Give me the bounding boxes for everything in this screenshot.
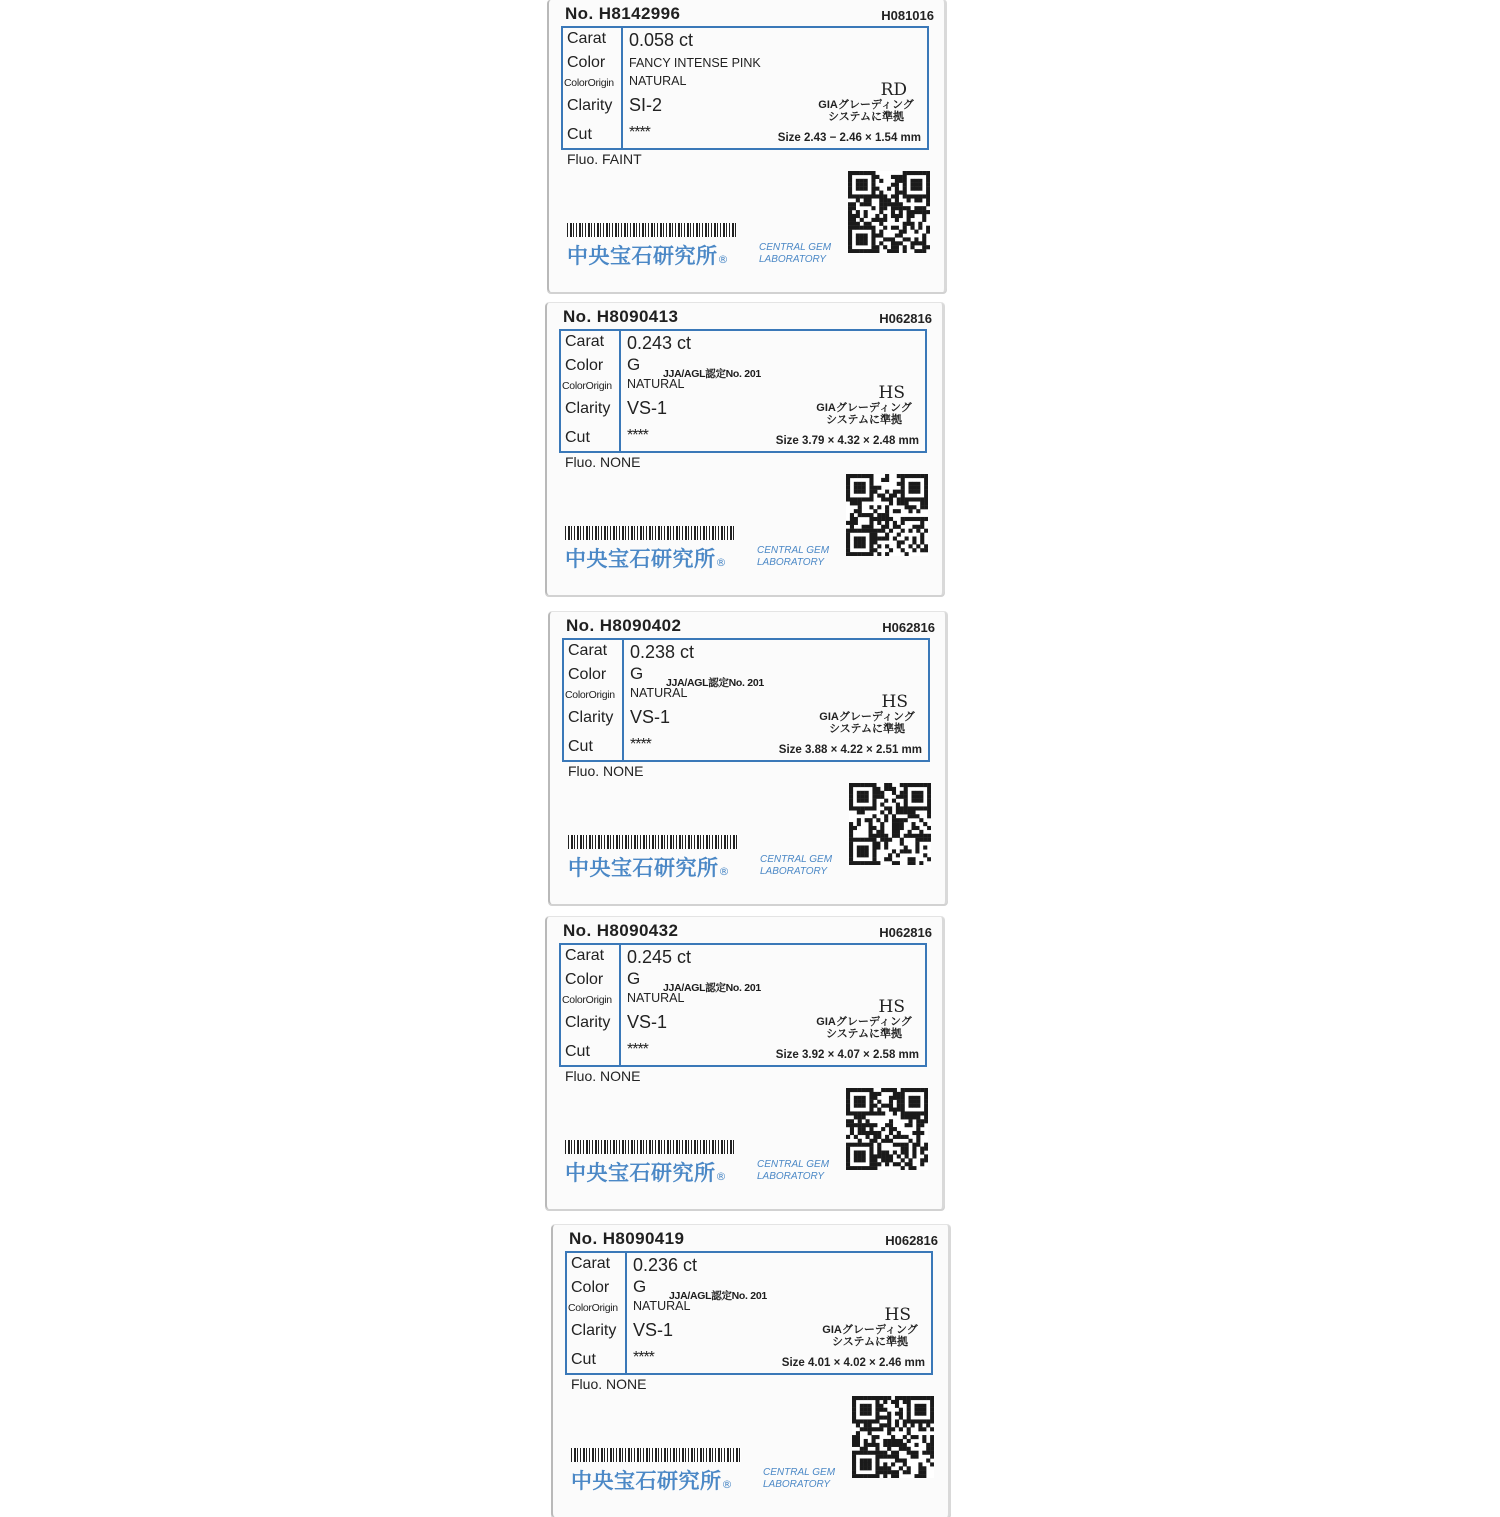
qr-code-icon	[849, 783, 931, 865]
barcode-icon	[568, 835, 738, 849]
grader-stamp: HS	[878, 383, 905, 403]
size-value: Size 2.43 − 2.46 × 1.54 mm	[777, 132, 921, 144]
color-value: G	[627, 969, 641, 988]
cut-label: Cut	[568, 738, 593, 755]
cut-value: ****	[627, 1041, 648, 1058]
lab-logo-en-line2: LABORATORY	[760, 866, 828, 877]
carat-value: 0.238 ct	[630, 642, 695, 662]
grading-table	[565, 1251, 933, 1375]
table-divider	[619, 945, 621, 1065]
grading-card-2	[545, 303, 945, 595]
certificate-number: No. H8090419	[569, 1229, 685, 1248]
lab-logo-jp	[567, 240, 729, 270]
clarity-value: VS-1	[633, 1320, 674, 1340]
gia-note-line1: GIAグレーディング	[819, 711, 915, 723]
lab-logo-jp	[568, 852, 730, 882]
fluorescence-value: Fluo. NONE	[568, 763, 644, 779]
lab-logo-en-line2: LABORATORY	[757, 557, 825, 568]
certificate-number: No. H8090413	[563, 307, 679, 326]
color-value: FANCY INTENSE PINK	[629, 56, 761, 70]
qr-code-icon	[846, 1088, 928, 1170]
color-origin-label: ColorOrigin	[562, 994, 612, 1006]
gia-note	[812, 711, 922, 735]
cut-value: ****	[633, 1349, 654, 1366]
qr-code-icon	[846, 474, 928, 556]
clarity-label: Clarity	[565, 1014, 611, 1031]
gia-note-line2: システムに準拠	[826, 414, 902, 426]
grading-table	[561, 26, 929, 150]
carat-label: Carat	[568, 642, 608, 659]
lab-logo-en-line1: CENTRAL GEM	[763, 1467, 836, 1478]
report-code: H062816	[882, 620, 935, 635]
grading-card-1	[547, 0, 947, 292]
color-value: G	[630, 664, 644, 683]
clarity-value: VS-1	[627, 1012, 668, 1032]
gia-note	[809, 1016, 919, 1040]
clarity-label: Clarity	[571, 1322, 617, 1339]
report-code: H081016	[881, 8, 934, 23]
lab-logo-en-line1: CENTRAL GEM	[759, 242, 832, 253]
color-origin-value: NATURAL	[630, 686, 688, 700]
gia-note-line2: システムに準拠	[828, 111, 904, 123]
registered-mark: ®	[721, 1478, 733, 1491]
registered-mark: ®	[715, 556, 727, 569]
color-origin-label: ColorOrigin	[562, 380, 612, 392]
gia-note	[809, 402, 919, 426]
lab-logo-en-line1: CENTRAL GEM	[757, 1159, 830, 1170]
color-label: Color	[567, 54, 606, 71]
barcode-icon	[567, 223, 737, 237]
lab-logo-en	[757, 1159, 829, 1183]
jja-agl-number: JJA/AGL認定No. 201	[669, 1290, 767, 1302]
fluorescence-value: Fluo. NONE	[565, 454, 641, 470]
fluorescence-value: Fluo. NONE	[571, 1376, 647, 1392]
lab-logo-en	[760, 854, 832, 878]
certificate-number: No. H8142996	[565, 4, 681, 23]
grading-table	[562, 638, 930, 762]
clarity-value: SI-2	[629, 95, 663, 115]
carat-value: 0.236 ct	[633, 1255, 698, 1275]
grading-table	[559, 329, 927, 453]
lab-logo-jp-text: 中央宝石研究所	[565, 1161, 716, 1185]
size-value: Size 3.92 × 4.07 × 2.58 mm	[775, 1049, 919, 1061]
lab-logo-en-line2: LABORATORY	[763, 1479, 831, 1490]
color-value: G	[633, 1277, 647, 1296]
gia-note-line1: GIAグレーディング	[818, 99, 914, 111]
table-divider	[621, 28, 623, 148]
barcode-icon	[571, 1448, 741, 1462]
grader-stamp: HS	[881, 692, 908, 712]
clarity-value: VS-1	[630, 707, 671, 727]
table-divider	[625, 1253, 627, 1373]
cut-label: Cut	[571, 1351, 596, 1368]
barcode-icon	[565, 1140, 735, 1154]
carat-value: 0.245 ct	[627, 947, 692, 967]
color-origin-value: NATURAL	[627, 377, 685, 391]
lab-logo-jp	[565, 543, 727, 573]
lab-logo-en-line2: LABORATORY	[759, 254, 827, 265]
lab-logo-en-line1: CENTRAL GEM	[757, 545, 830, 556]
qr-code-icon	[852, 1396, 934, 1478]
clarity-label: Clarity	[568, 709, 614, 726]
cut-label: Cut	[567, 126, 592, 143]
color-origin-value: NATURAL	[633, 1299, 691, 1313]
grading-table	[559, 943, 927, 1067]
cut-value: ****	[630, 736, 651, 753]
lab-logo-jp-text: 中央宝石研究所	[571, 1469, 722, 1493]
grading-card-5	[551, 1225, 951, 1517]
carat-label: Carat	[565, 333, 605, 350]
clarity-value: VS-1	[627, 398, 668, 418]
color-origin-label: ColorOrigin	[564, 77, 614, 89]
lab-logo-en-line1: CENTRAL GEM	[760, 854, 833, 865]
grader-stamp: HS	[884, 1305, 911, 1325]
carat-label: Carat	[565, 947, 605, 964]
color-origin-label: ColorOrigin	[568, 1302, 618, 1314]
color-label: Color	[568, 666, 607, 683]
color-origin-value: NATURAL	[629, 74, 687, 88]
lab-logo-jp	[565, 1157, 727, 1187]
lab-logo-jp	[571, 1465, 733, 1495]
lab-logo-en	[757, 545, 829, 569]
jja-agl-number: JJA/AGL認定No. 201	[663, 982, 761, 994]
grader-stamp: HS	[878, 997, 905, 1017]
clarity-label: Clarity	[567, 97, 613, 114]
size-value: Size 3.79 × 4.32 × 2.48 mm	[775, 435, 919, 447]
report-code: H062816	[879, 311, 932, 326]
lab-logo-jp-text: 中央宝石研究所	[565, 547, 716, 571]
cut-value: ****	[629, 124, 650, 141]
table-divider	[619, 331, 621, 451]
lab-logo-jp-text: 中央宝石研究所	[568, 856, 719, 880]
certificate-number: No. H8090402	[566, 616, 682, 635]
carat-value: 0.058 ct	[629, 30, 694, 50]
gia-note-line1: GIAグレーディング	[822, 1324, 918, 1336]
registered-mark: ®	[717, 253, 729, 266]
color-value: G	[627, 355, 641, 374]
fluorescence-value: Fluo. NONE	[565, 1068, 641, 1084]
color-label: Color	[565, 357, 604, 374]
carat-label: Carat	[571, 1255, 611, 1272]
registered-mark: ®	[715, 1170, 727, 1183]
grading-card-3	[548, 612, 948, 904]
color-origin-label: ColorOrigin	[565, 689, 615, 701]
grader-stamp: RD	[880, 80, 907, 100]
gia-note-line2: システムに準拠	[829, 723, 905, 735]
gia-note-line1: GIAグレーディング	[816, 402, 912, 414]
size-value: Size 4.01 × 4.02 × 2.46 mm	[781, 1357, 925, 1369]
carat-label: Carat	[567, 30, 607, 47]
cut-label: Cut	[565, 1043, 590, 1060]
cut-label: Cut	[565, 429, 590, 446]
table-divider	[622, 640, 624, 760]
carat-value: 0.243 ct	[627, 333, 692, 353]
fluorescence-value: Fluo. FAINT	[567, 151, 642, 167]
gia-note-line1: GIAグレーディング	[816, 1016, 912, 1028]
gia-note-line2: システムに準拠	[826, 1028, 902, 1040]
gia-note	[811, 99, 921, 123]
cut-value: ****	[627, 427, 648, 444]
report-code: H062816	[879, 925, 932, 940]
color-label: Color	[571, 1279, 610, 1296]
clarity-label: Clarity	[565, 400, 611, 417]
gia-note-line2: システムに準拠	[832, 1336, 908, 1348]
barcode-icon	[565, 526, 735, 540]
jja-agl-number: JJA/AGL認定No. 201	[663, 368, 761, 380]
qr-code-icon	[848, 171, 930, 253]
certificate-number: No. H8090432	[563, 921, 679, 940]
color-label: Color	[565, 971, 604, 988]
grading-card-4	[545, 917, 945, 1209]
jja-agl-number: JJA/AGL認定No. 201	[666, 677, 764, 689]
registered-mark: ®	[718, 865, 730, 878]
gia-note	[815, 1324, 925, 1348]
lab-logo-jp-text: 中央宝石研究所	[567, 244, 718, 268]
lab-logo-en	[759, 242, 831, 266]
report-code: H062816	[885, 1233, 938, 1248]
lab-logo-en	[763, 1467, 835, 1491]
color-origin-value: NATURAL	[627, 991, 685, 1005]
size-value: Size 3.88 × 4.22 × 2.51 mm	[778, 744, 922, 756]
lab-logo-en-line2: LABORATORY	[757, 1171, 825, 1182]
